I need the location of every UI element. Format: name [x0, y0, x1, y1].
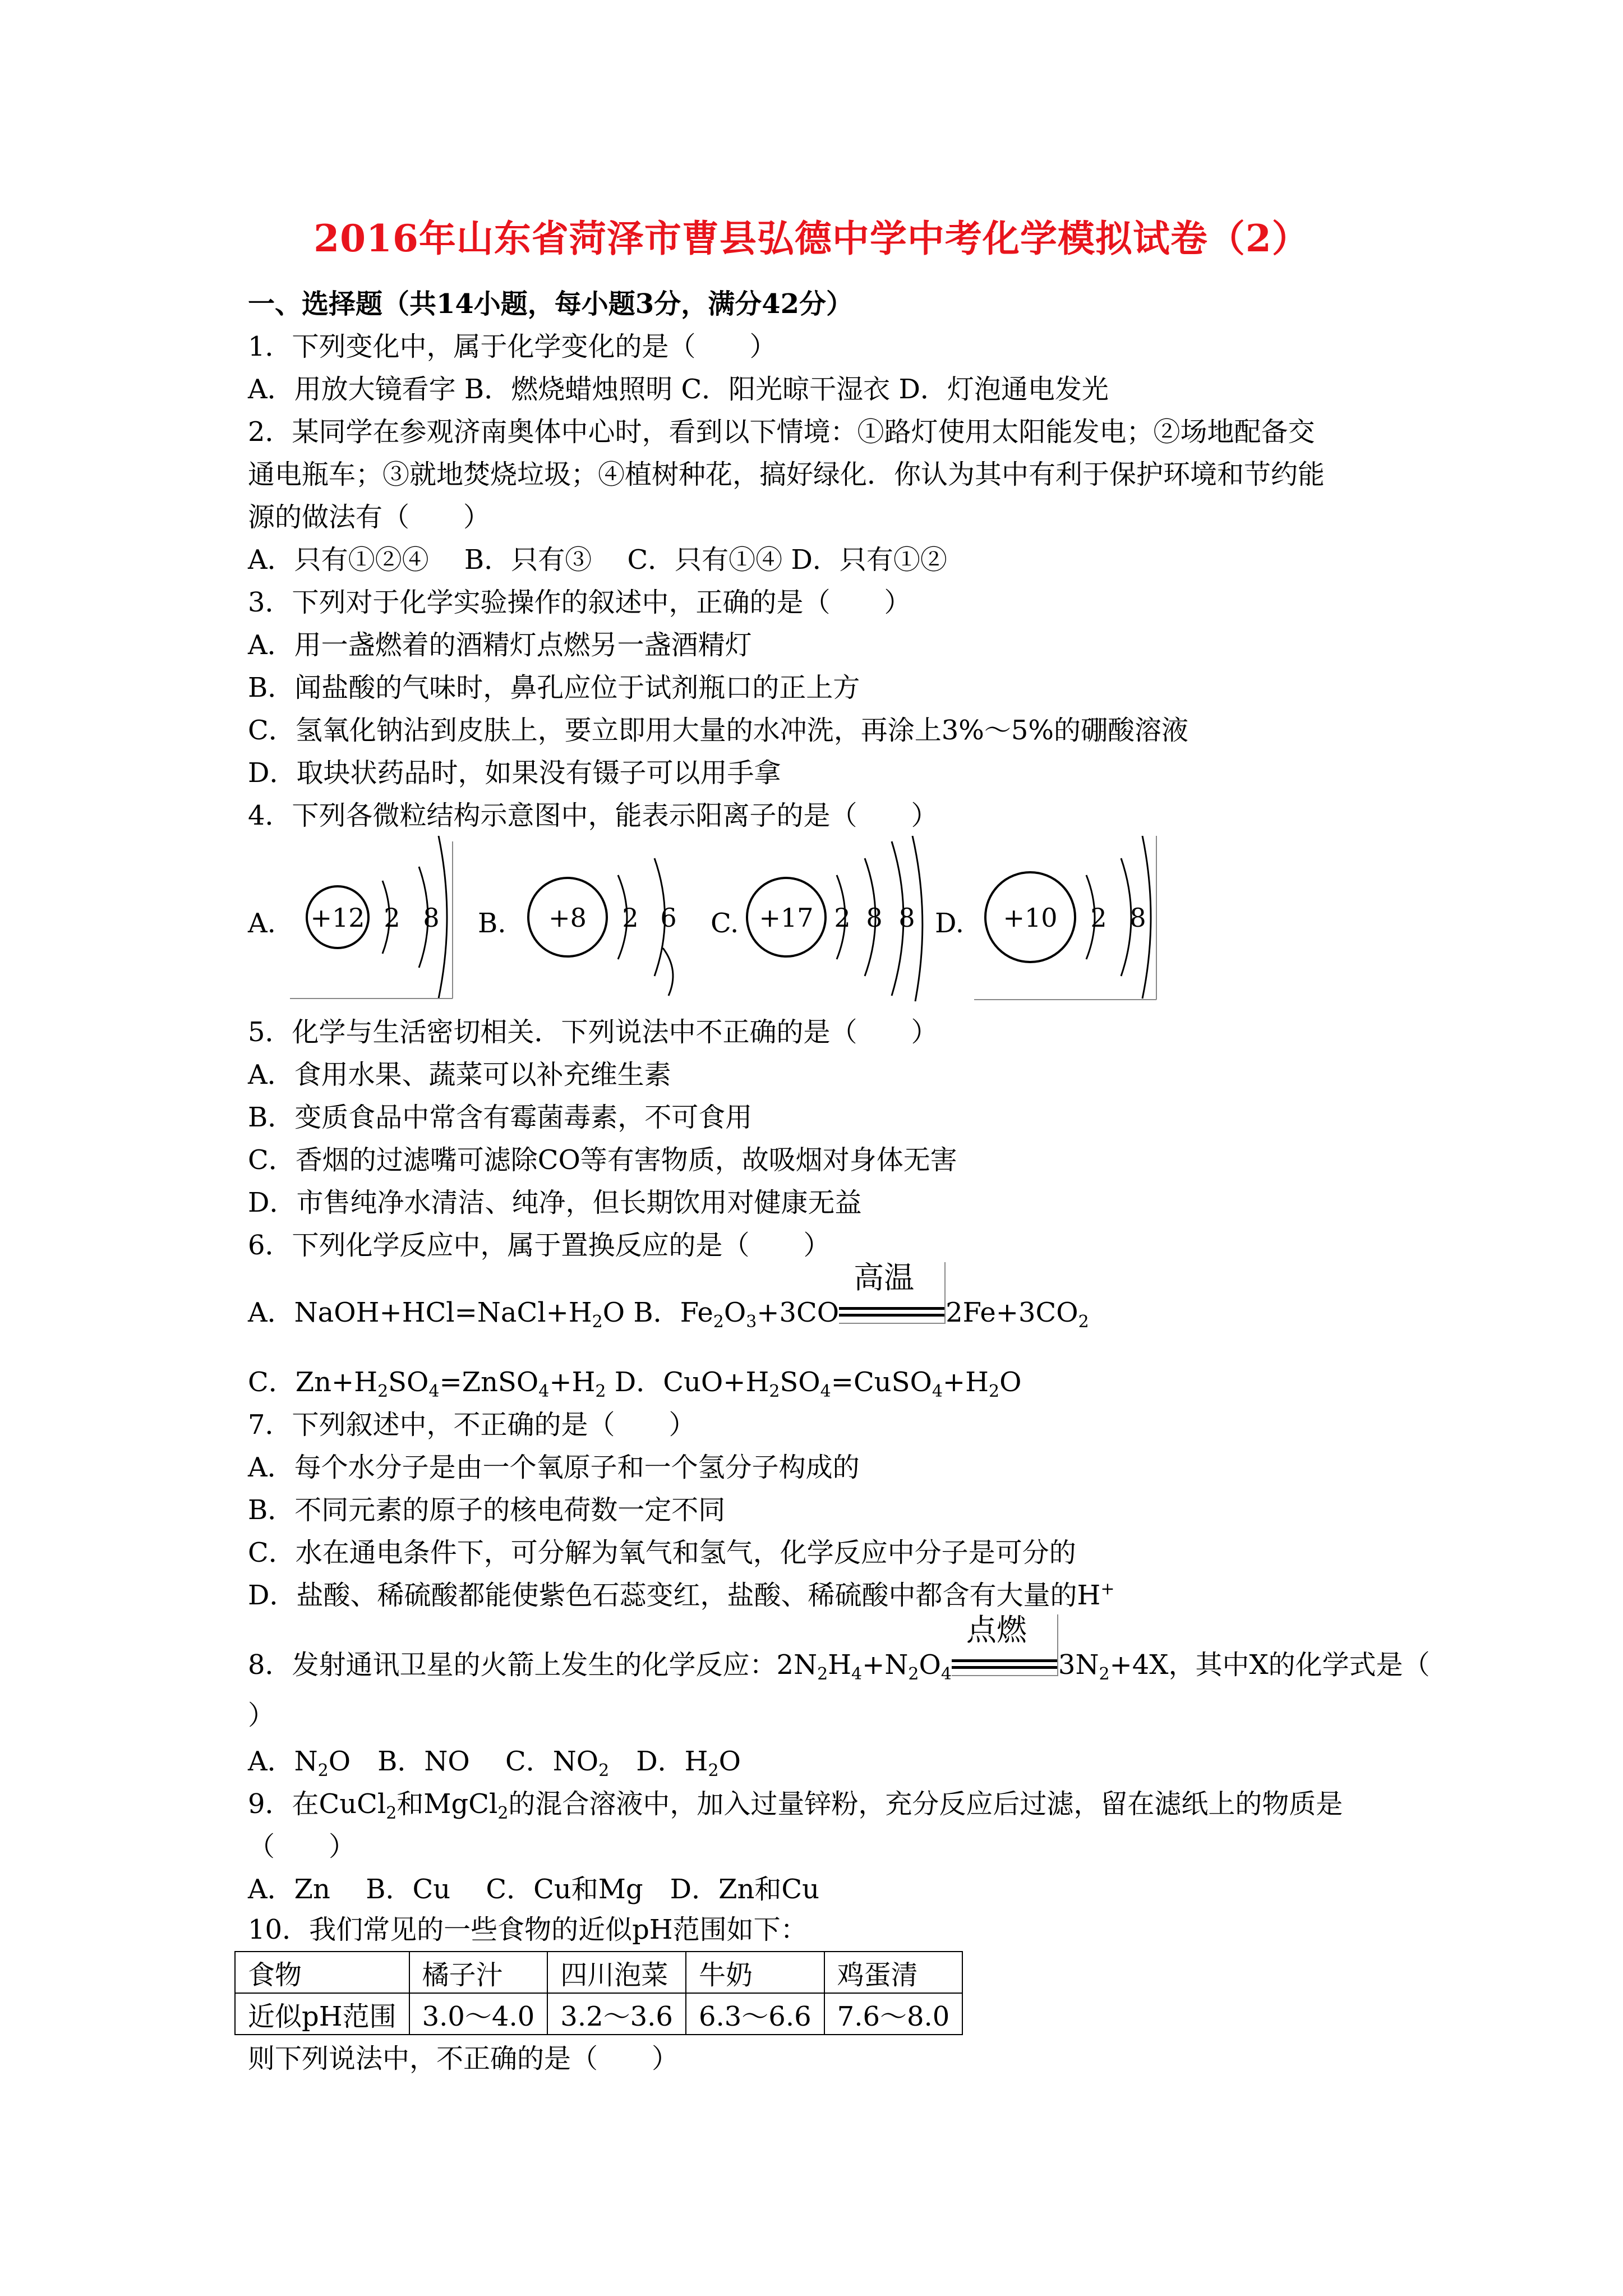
q6-condition	[839, 1260, 946, 1329]
page-title: 2016年山东省菏泽市曹县弘德中学中考化学模拟试卷（2）	[313, 217, 1310, 260]
table-cell: 6.3～6.6	[686, 1993, 824, 2035]
q5-stem: 5．化学与生活密切相关．下列说法中不正确的是（ ）	[248, 1016, 938, 1048]
q6-stem: 6．下列化学反应中，属于置换反应的是（ ）	[248, 1230, 831, 1261]
table-cell: 牛奶	[686, 1952, 824, 1993]
q7-option-a: A．每个水分子是由一个氧原子和一个氢分子构成的	[248, 1452, 860, 1483]
q6-condition-word: 高温	[854, 1260, 915, 1295]
atom-d-shell-1: 2	[1090, 903, 1107, 933]
q9-stem-part3: 的混合溶液中，加入过量锌粉，充分反应后过滤，留在滤纸上的物质是	[508, 1788, 1343, 1820]
q9-options: A．Zn B．Cu C．Cu和Mg D．Zn和Cu	[248, 1874, 819, 1905]
q9-stem: 9．在CuCl$_2$和MgCl$_2$的混合溶液中，加入过量锌粉，充分反应后过滤，留在滤纸上的物质是	[248, 1788, 1343, 1823]
q4-stem: 4．下列各微粒结构示意图中，能表示阳离子的是（ ）	[248, 800, 938, 831]
q8-options: A．$N_2O$ B．NO C．$NO_2$ D．$H_2O$	[248, 1746, 741, 1780]
atom-d-label: D.	[935, 908, 965, 939]
q5-option-c: C．香烟的过滤嘴可滤除CO等有害物质，故吸烟对身体无害	[248, 1144, 957, 1176]
q1-stem: 1．下列变化中，属于化学变化的是（ ）	[248, 331, 777, 362]
table-cell: 橘子汁	[409, 1952, 548, 1993]
q9-stem-line2: （ ）	[248, 1831, 356, 1862]
q9-stem-part1: 9．在CuCl	[248, 1788, 386, 1820]
atom-d-diagram	[974, 836, 1159, 1004]
q8-stem-tail: ，其中X的化学式是（	[1168, 1649, 1430, 1681]
section-heading: 一、选择题（共14小题，每小题3分，满分42分）	[248, 288, 853, 320]
q7-option-d-text: D．盐酸、稀硫酸都能使紫色石蕊变红，盐酸、稀硫酸中都含有大量的H	[248, 1580, 1101, 1611]
table-cell: 近似pH范围	[235, 1993, 409, 2035]
atom-c-label: C.	[711, 908, 739, 939]
q2-options: A．只有①②④ B．只有③ C．只有①④ D．只有①②	[248, 544, 947, 576]
q5-option-d: D．市售纯净水清洁、纯净，但长期饮用对健康无益	[248, 1187, 862, 1218]
q1-options: A．用放大镜看字 B．燃烧蜡烛照明 C．阳光晾干湿衣 D．灯泡通电发光	[248, 374, 1109, 405]
atom-b-shell-2: 6	[660, 903, 677, 933]
q3-stem: 3．下列对于化学实验操作的叙述中，正确的是（ ）	[248, 587, 911, 618]
q8-close: ）	[248, 1700, 275, 1731]
q8-condition-word: 点燃	[966, 1612, 1027, 1648]
table-cell: 3.0～4.0	[409, 1993, 548, 2035]
atom-c-shell-2: 8	[866, 903, 883, 933]
q8-condition	[952, 1612, 1058, 1682]
atom-c-diagram	[741, 836, 932, 1004]
atom-c-nucleus: +17	[759, 903, 814, 933]
atom-b-shell-1: 2	[622, 903, 639, 933]
q3-option-b: B．闻盐酸的气味时，鼻孔应位于试剂瓶口的正上方	[248, 672, 860, 703]
atom-c-shell-3: 8	[898, 903, 915, 933]
q8-stem: 8．发射通讯卫星的火箭上发生的化学反应：$2N_2H_4+N_2O_4$ 点燃 $3N_2+4X$，其中X的化学式是（	[248, 1612, 1430, 1684]
q7-stem: 7．下列叙述中，不正确的是（ ）	[248, 1409, 696, 1441]
q8-stem-text: 8．发射通讯卫星的火箭上发生的化学反应：	[248, 1649, 777, 1681]
q2-stem-line1: 2．某同学在参观济南奥体中心时，看到以下情境：①路灯使用太阳能发电；②场地配备交	[248, 416, 1315, 448]
atom-a-diagram	[290, 836, 458, 1004]
atom-diagram-row	[248, 836, 1190, 1004]
atom-b-nucleus: +8	[548, 903, 587, 933]
atom-d-shell-2: 8	[1129, 903, 1146, 933]
q7-option-b: B．不同元素的原子的核电荷数一定不同	[248, 1494, 726, 1526]
atom-d-nucleus: +10	[1003, 903, 1058, 933]
atom-a-shell-1: 2	[384, 903, 400, 933]
q5-option-a: A．食用水果、蔬菜可以补充维生素	[248, 1059, 671, 1091]
table-cell: 食物	[235, 1952, 409, 1993]
table-cell: 四川泡菜	[547, 1952, 686, 1993]
q10-after: 则下列说法中，不正确的是（ ）	[248, 2043, 679, 2074]
atom-c-shell-1: 2	[834, 903, 851, 933]
atom-a-label: A.	[248, 908, 276, 939]
ph-table	[234, 1951, 963, 2035]
q3-option-d: D．取块状药品时，如果没有镊子可以用手拿	[248, 757, 781, 789]
q3-option-a: A．用一盏燃着的酒精灯点燃另一盏酒精灯	[248, 629, 752, 661]
table-row	[235, 1993, 962, 2035]
q5-option-b: B．变质食品中常含有霉菌毒素，不可食用	[248, 1102, 753, 1133]
table-row	[235, 1952, 962, 1993]
q9-stem-part2: 和MgCl	[396, 1788, 498, 1820]
q7-option-d: D．盐酸、稀硫酸都能使紫色石蕊变红，盐酸、稀硫酸中都含有大量的H+	[248, 1579, 1115, 1611]
q7-option-c: C．水在通电条件下，可分解为氧气和氢气，化学反应中分子是可分的	[248, 1537, 1076, 1568]
q10-stem: 10．我们常见的一些食物的近似pH范围如下：	[248, 1914, 808, 1945]
table-cell: 7.6～8.0	[824, 1993, 963, 2035]
q3-option-c: C．氢氧化钠沾到皮肤上，要立即用大量的水冲洗，再涂上3%～5%的硼酸溶液	[248, 715, 1189, 746]
q2-stem-line2: 通电瓶车；③就地焚烧垃圾；④植树种花，搞好绿化．你认为其中有利于保护环境和节约能	[248, 459, 1325, 490]
atom-b-diagram	[511, 836, 691, 1004]
table-cell: 鸡蛋清	[824, 1952, 963, 1993]
atom-a-shell-2: 8	[423, 903, 440, 933]
q2-stem-line3: 源的做法有（ ）	[248, 501, 491, 533]
atom-b-label: B.	[478, 908, 506, 939]
atom-a-nucleus: +12	[310, 903, 365, 933]
q6-options-ab: A．$NaOH+HCl=NaCl+H_2O$ B．$Fe_2O_3+3CO$ 高温 $2Fe+3CO_2$	[248, 1260, 1089, 1332]
table-cell: 3.2～3.6	[547, 1993, 686, 2035]
q6-options-cd: C．$Zn+H_2SO_4=ZnSO_4+H_2$ D．$CuO+H_2SO_4=CuSO_4+H_2O$	[248, 1366, 1022, 1401]
